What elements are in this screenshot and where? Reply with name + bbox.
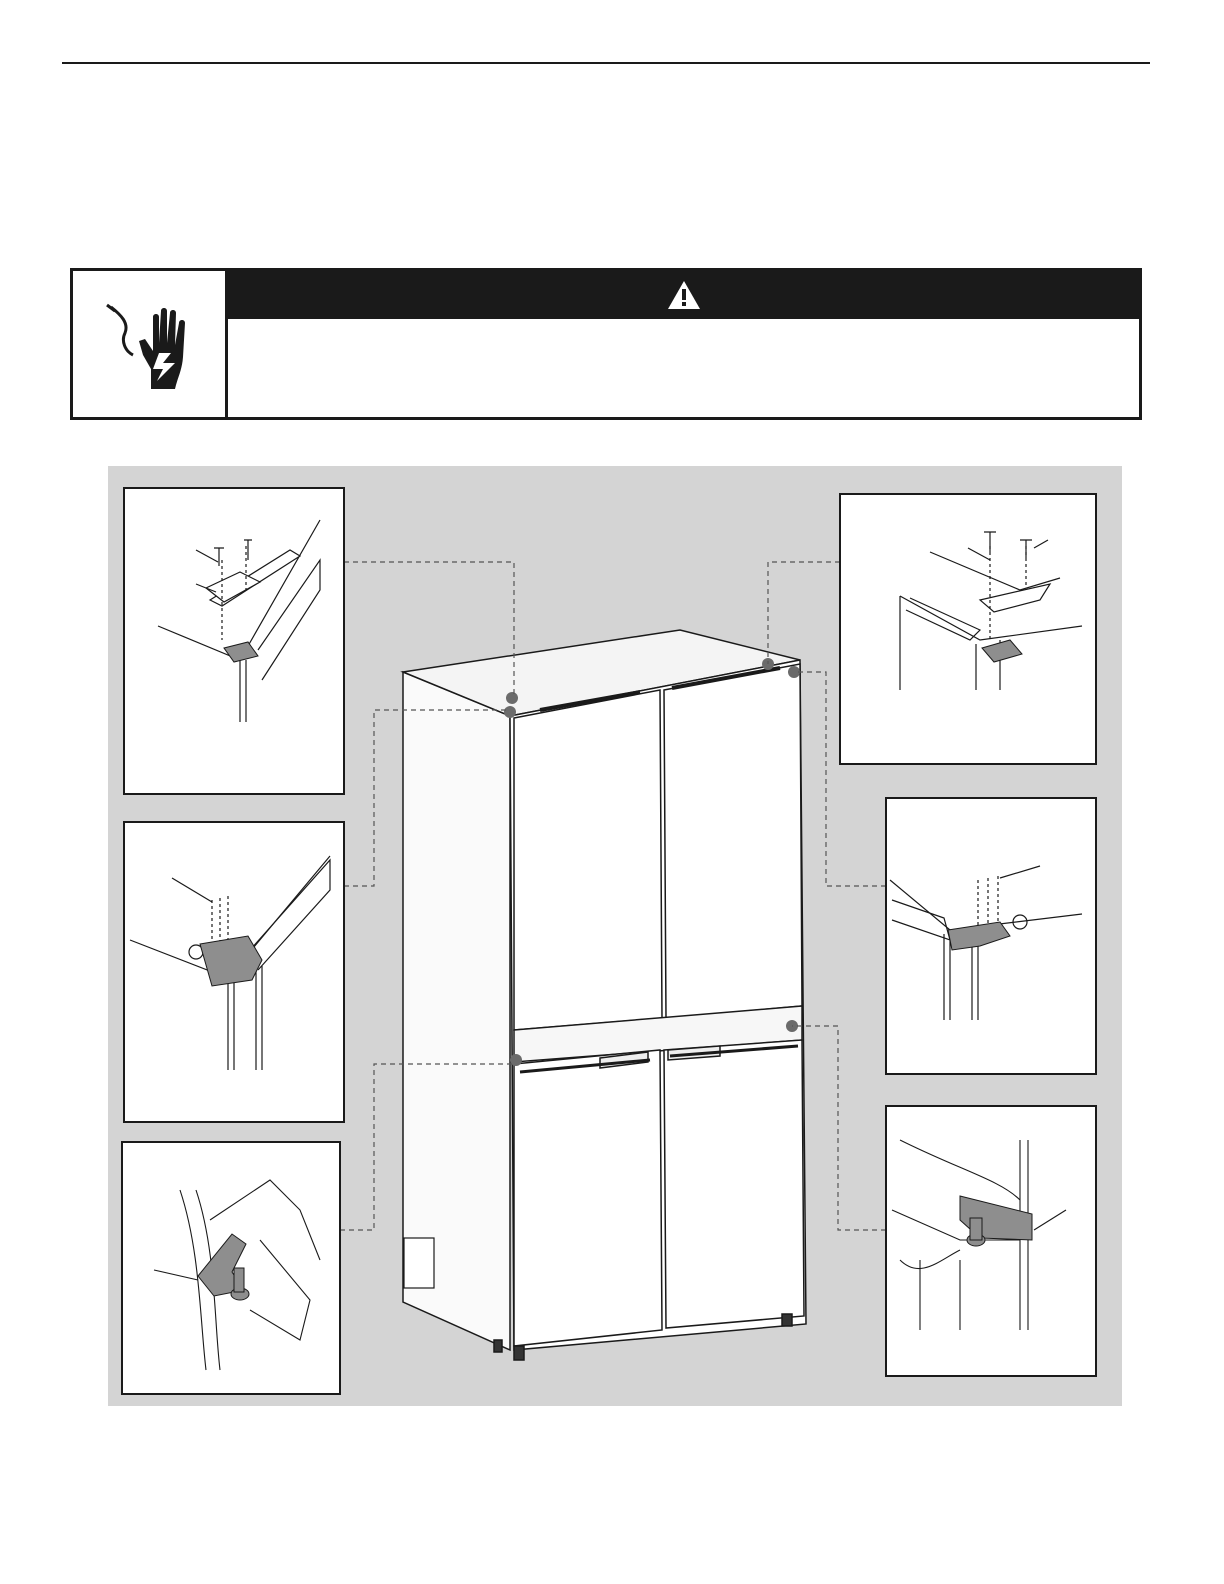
detail-view-center-right-hinge <box>886 798 1096 1074</box>
refrigerator <box>403 630 806 1360</box>
detail-view-bottom-left-hinge <box>122 1142 340 1394</box>
callout-dot-center-left <box>504 706 516 718</box>
detail-view-top-left-hinge <box>124 488 344 794</box>
callout-dot-top-left <box>506 692 518 704</box>
detail-view-bottom-right-hinge <box>886 1106 1096 1376</box>
detail-view-top-right-hinge <box>840 494 1096 764</box>
detail-view-center-left-hinge <box>124 822 344 1122</box>
